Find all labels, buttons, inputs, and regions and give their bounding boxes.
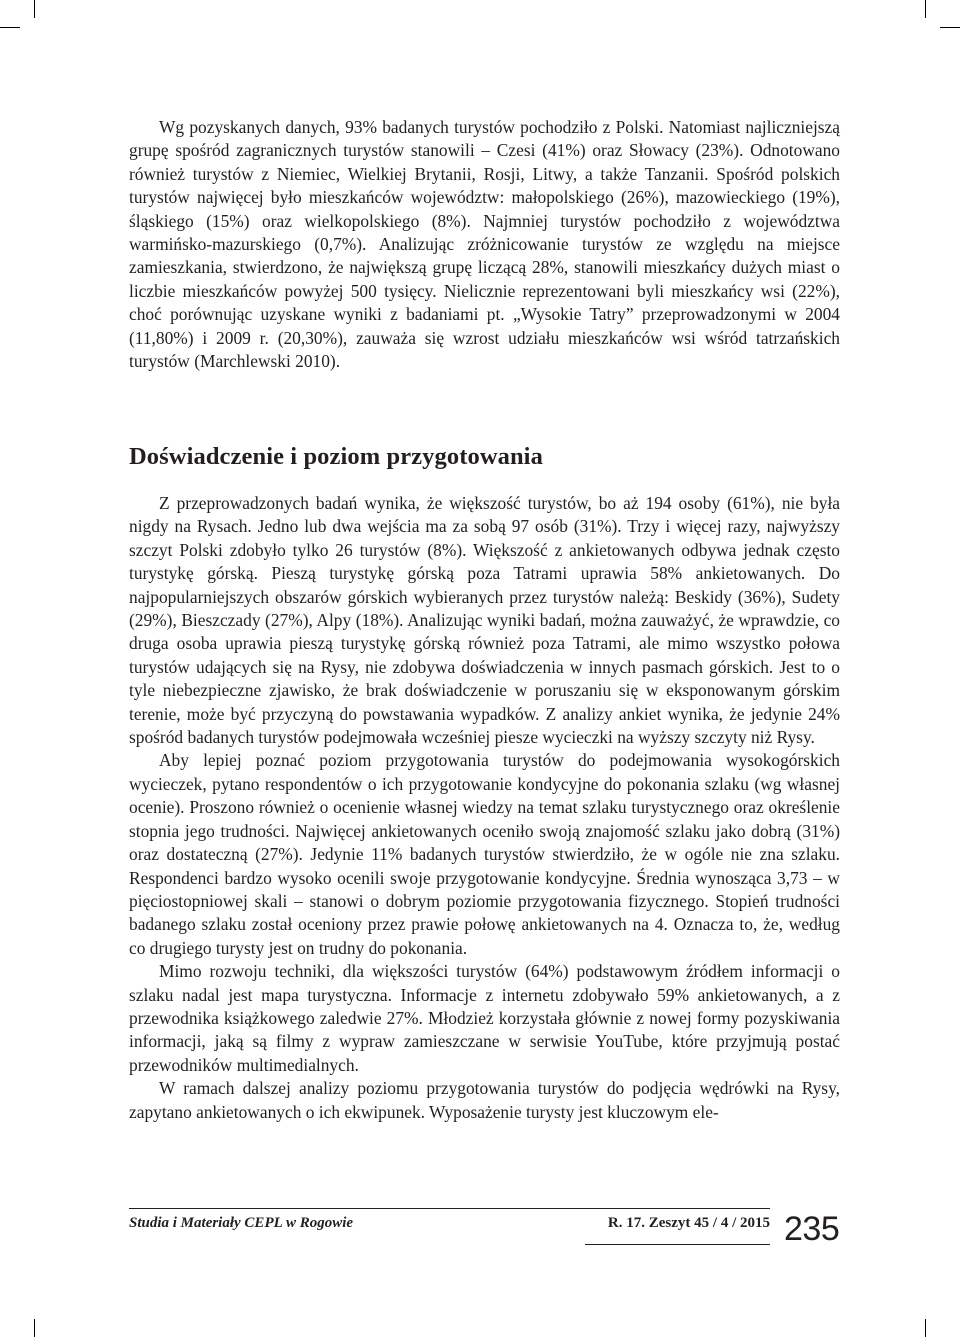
- page-number: 235: [784, 1210, 840, 1248]
- footer-journal-title: Studia i Materiały CEPL w Rogowie: [129, 1215, 354, 1231]
- footer-rule: [129, 1208, 770, 1209]
- body-paragraph: Aby lepiej poznać poziom przygotowania turystów do podejmowania wysokogórskich wycieczek, pytano respondentów o ich przygotowanie kondycyjne do pokonania szlaku (wg własnej ocenie). Proszono również o ocenienie własnej wiedzy na temat szlaku turystycznego oraz określenie stopnia jego trudności. Najwięcej ankietowanych oceniło swoją znajomość szlaku jako dobrą (31%) oraz dostateczną (27%). Jedynie 11% badanych turystów stwierdziło, że w ogóle nie zna szlaku. Respondenci bardzo wysoko ocenili swoje przygotowanie kondycyjne. Średnia wynosząca 3,73 – w pięciostopniowej skali – stanowi o dobrym poziomie przygotowania fizycznego. Stopień trudności badanego szlaku został oceniony przez prawie połowę ankietowanych na 4. Oznacza to, że, według co drugiego turysty jest on trudny do pokonania.: [129, 750, 840, 958]
- footer-issue: R. 17. Zeszyt 45 / 4 / 2015: [607, 1215, 770, 1231]
- section-body: [129, 492, 840, 1124]
- intro-paragraph: Wg pozyskanych danych, 93% badanych turystów pochodziło z Polski. Natomiast najliczniejszą grupę spośród zagranicznych turystów stanowili – Czesi (41%) oraz Słowacy (23%). Odnotowano również turystów z Niemiec, Wielkiej Brytanii, Rosji, Litwy, a także Tanzanii. Spośród polskich turystów najwięcej było mieszkańców województw: małopolskiego (26%), mazowieckiego (19%), śląskiego (15%) oraz wielkopolskiego (8%). Najmniej turystów pochodziło z województwa warmińsko-mazurskiego (0,7%). Analizując zróżnicowanie turystów ze względu na miejsce zamieszkania, stwierdzono, że największą grupę liczącą 28%, stanowili mieszkańcy dużych miast o liczbie mieszkańców powyżej 500 tysięcy. Nielicznie reprezentowani byli mieszkańcy wsi (22%), choć porównując uzyskane wyniki z badaniami pt. „Wysokie Tatry” przeprowadzonymi w 2004 (11,80%) i 2009 r. (20,30%), zauważa się wzrost udziału mieszkańców wsi wśród tatrzańskich turystów (Marchlewski 2010).: [129, 117, 840, 372]
- section-heading: Doświadczenie i poziom przygotowania: [129, 443, 543, 470]
- crop-mark-top-right-horizontal: [940, 27, 960, 28]
- footer-issue-underline: [585, 1244, 770, 1245]
- intro-text: [129, 116, 840, 373]
- crop-mark-bottom-left-vertical: [34, 1319, 35, 1337]
- crop-mark-top-left-horizontal: [0, 27, 20, 28]
- crop-mark-top-right-vertical: [925, 0, 926, 18]
- body-paragraph: Mimo rozwoju techniki, dla większości turystów (64%) podstawowym źródłem informacji o szlaku nadal jest mapa turystyczna. Informacje z internetu zdobywało 59% ankietowanych, a z przewodnika książkowego zaledwie 27%. Młodzież korzystała głównie z nowej formy pozyskiwania informacji, jaką są filmy z wypraw zamieszczane w serwisie YouTube, które przyjmują postać przewodników multimedialnych.: [129, 961, 840, 1075]
- body-paragraph: W ramach dalszej analizy poziomu przygotowania turystów do podjęcia wędrówki na Rysy, zapytano ankietowanych o ich ekwipunek. Wyposażenie turysty jest kluczowym ele-: [129, 1078, 840, 1122]
- crop-mark-top-left-vertical: [34, 0, 35, 18]
- body-paragraph: Z przeprowadzonych badań wynika, że większość turystów, bo aż 194 osoby (61%), nie była nigdy na Rysach. Jedno lub dwa wejścia ma za sobą 97 osób (31%). Trzy i więcej razy, najwyższy szczyt Polski zdobyło tylko 26 turystów (8%). Większość z ankietowanych odbywa jednak często turystykę górską. Pieszą turystykę górską poza Tatrami uprawia 58% ankietowanych. Do najpopularniejszych obszarów górskich wybieranych przez turystów należą: Beskidy (36%), Sudety (29%), Bieszczady (27%), Alpy (18%). Analizując wyniki badań, można zauważyć, że wprawdzie, co druga osoba uprawia pieszą turystykę górską również poza Tatrami, ale mimo wszystko połowa turystów udających się na Rysy, nie zdobywa doświadczenia w innych pasmach górskich. Jest to o tyle niebezpieczne zjawisko, że brak doświadczenie w poruszaniu się w eksponowanym górskim terenie, może być przyczyną do powstawania wypadków. Z analizy ankiet wynika, że jedynie 24% spośród badanych turystów podejmowała wcześniej piesze wycieczki na wyższy szczyty niż Rysy.: [129, 493, 840, 748]
- crop-mark-bottom-right-vertical: [925, 1319, 926, 1337]
